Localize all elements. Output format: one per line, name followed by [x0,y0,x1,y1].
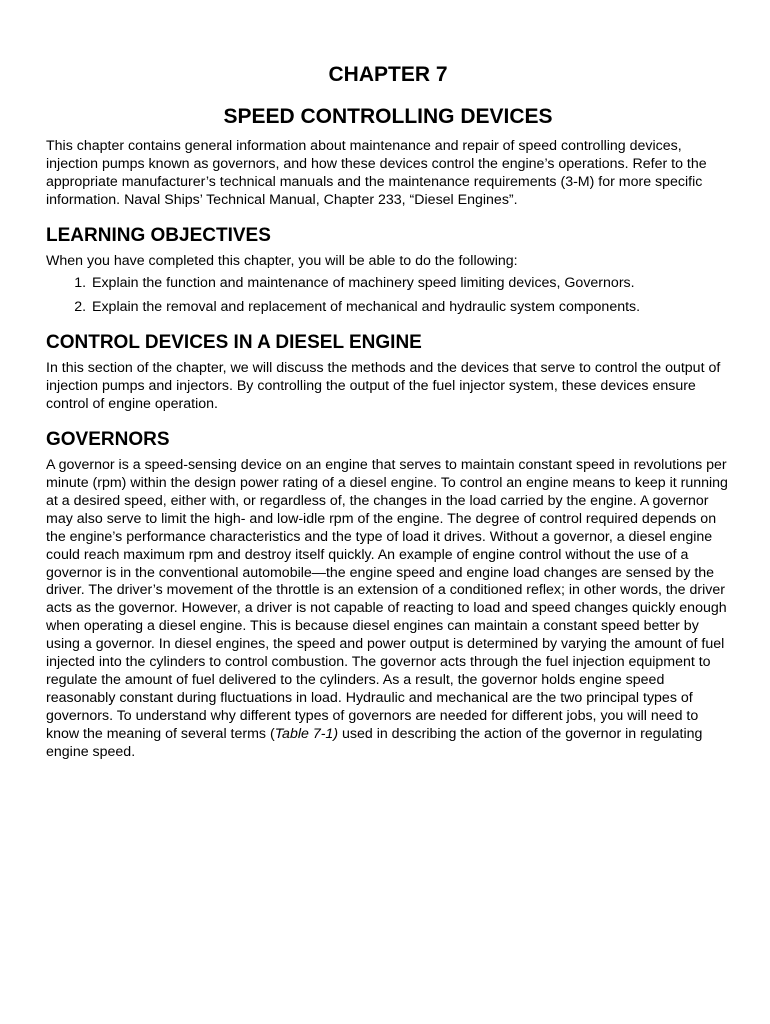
table-reference: Table 7-1) [274,725,339,742]
chapter-title: SPEED CONTROLLING DEVICES [223,105,553,128]
control-devices-paragraph: In this section of the chapter, we will discuss the methods and the devices that serve to control the output of injection pumps and injectors. By controlling the output of the fuel injector system, these devices ensure control of engine operation. [46,360,721,413]
learning-objectives-heading: LEARNING OBJECTIVES [46,224,271,246]
learning-objectives-lead: When you have completed this chapter, you will be able to do the following: [46,252,518,269]
chapter-number: CHAPTER 7 [328,63,448,86]
learning-objective-item: 1. Explain the function and maintenance of machinery speed limiting devices, Governors. [90,275,730,293]
governors-body-text-end: used in describing the action of the governor in regulating engine speed. [46,725,703,760]
chapter-intro-paragraph: This chapter contains general information about maintenance and repair of speed controlling devices, injection pumps known as governors, and how these devices control the engine’s operations. Refer to the appropriate manufacturer’s technical manuals and the maintenance requirements (3-M) for more specific information. Naval Ships’ Technical Manual, Chapter 233, “Diesel Engines”. [46,138,707,208]
governors-paragraph [46,457,730,761]
learning-objectives-list [46,275,730,318]
governors-body-text: A governor is a speed-sensing device on an engine that serves to maintain constant speed in revolutions per minute (rpm) within the design power rating of a diesel engine. To control an engine means to keep it running at a desired speed, either with, or regardless of, the changes in the load carried by the engine. A governor may also serve to limit the high- and low-idle rpm of the engine. The degree of control required depends on the engine’s performance characteristics and the type of load it drives. Without a governor, a diesel engine could reach maximum rpm and destroy itself quickly. An example of engine control without the use of a governor is in the conventional automobile—the engine speed and engine load changes are sensed by the driver. The driver’s movement of the throttle is an extension of a conditioned reflex; in other words, the driver acts as the governor. However, a driver is not capable of reacting to load and speed changes quickly enough when operating a diesel engine. This is because diesel engines can maintain a constant speed better by using a governor. In diesel engines, the speed and power output is determined by varying the amount of fuel injected into the cylinders to control combustion. The governor acts through the fuel injection equipment to regulate the amount of fuel delivered to the cylinders. As a result, the governor holds engine speed reasonably constant during fluctuations in load. Hydraulic and mechanical are the two principal types of governors. To understand why different types of governors are needed for different jobs, you will need to know the meaning of several terms ( [46,457,728,742]
learning-objective-item: 2. Explain the removal and replacement of mechanical and hydraulic system components. [90,299,730,317]
governors-heading: GOVERNORS [46,429,170,451]
control-devices-heading: CONTROL DEVICES IN A DIESEL ENGINE [46,332,422,354]
document-page [46,62,730,761]
